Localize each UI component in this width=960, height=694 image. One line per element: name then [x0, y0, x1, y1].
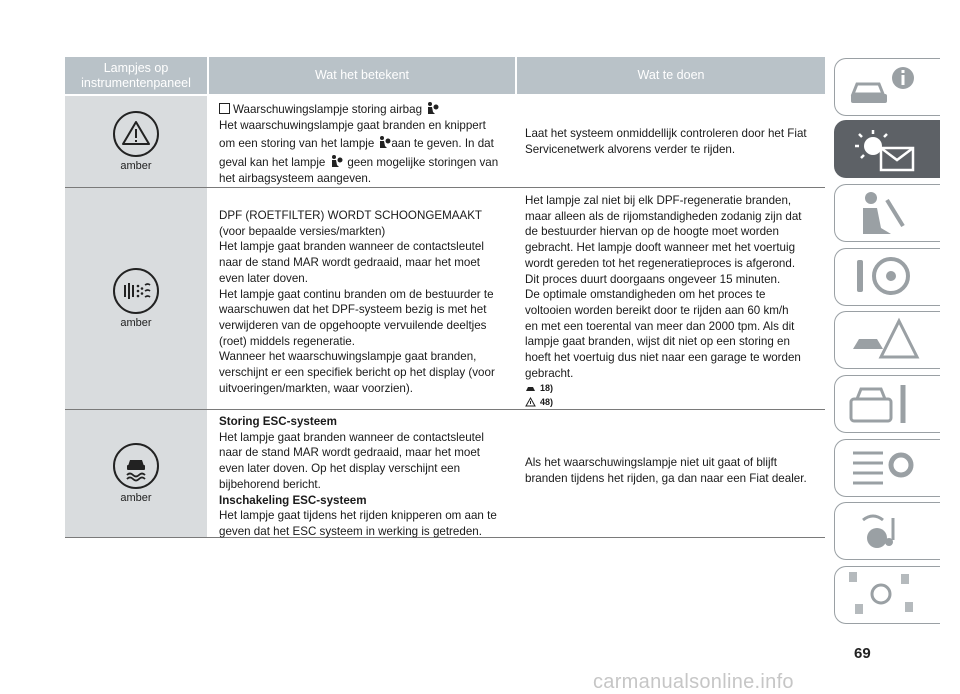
alphabetical-index-icon	[843, 568, 923, 622]
multimedia-icon	[843, 504, 923, 558]
reference-note	[525, 381, 825, 395]
action-line: Als het waarschuwingslampje niet uit gaat of blijft	[525, 456, 777, 469]
meaning-line-part: aan te geven. In dat	[391, 137, 494, 151]
section-title: Storing ESC-systeem	[219, 415, 337, 428]
chapter-tab-car-info[interactable]	[834, 58, 940, 116]
action-line: wordt gereden tot het regeneratieproces is afgerond.	[525, 256, 796, 270]
meaning-line	[219, 154, 515, 171]
meaning-line-part: geval kan het lampje	[219, 156, 326, 170]
airbag-person-icon	[329, 154, 343, 168]
meaning-line: naar de stand MAR wordt gedraaid, maar het moet	[219, 446, 480, 460]
action-line: gebracht.	[525, 366, 574, 380]
warning-reference-icon	[525, 397, 536, 407]
icon-cell	[65, 96, 207, 187]
meaning-line: verwijderen van de opgehoopte vervuilende deeltjes	[219, 318, 487, 332]
action-line: de bestuurder hiervan op de hoogte moet worden	[525, 225, 779, 239]
action-line: en met een toerental van meer dan 2000 tpm. Als dit	[525, 319, 795, 333]
header-lampjes	[65, 57, 207, 94]
reference-number: 48)	[540, 396, 554, 407]
esc-skid-car-icon	[113, 443, 159, 489]
action-line: hoeft het voertuig dus niet naar een garage te worden	[525, 351, 801, 365]
action-line: gebracht. Het lampje dooft wanneer met het voertuig	[525, 241, 796, 255]
table-row-esc	[65, 410, 825, 538]
car-info-icon	[843, 60, 923, 114]
chapter-tab-technical-data[interactable]	[834, 439, 940, 497]
action-line: De optimale omstandigheden om het proces te	[525, 288, 766, 302]
header-doen	[517, 57, 825, 94]
page-number: 69	[854, 645, 871, 662]
meaning-line: geven dat het ESC systeem in werking is getreden.	[219, 524, 482, 538]
action-line: maar alleen als de rijomstandigheden zodanig zijn dat	[525, 209, 802, 223]
header-col1-label: Lampjes op instrumentenpaneel	[81, 60, 191, 90]
meaning-line: bijbehorend bericht.	[219, 477, 321, 491]
action-line: branden tijdens het rijden, ga dan naar een Fiat dealer.	[525, 471, 807, 485]
lamp-color-caption: amber	[120, 492, 152, 504]
road-warning-icon	[843, 313, 923, 367]
meaning-title-line	[219, 101, 515, 118]
airbag-person-icon	[377, 135, 391, 149]
warning-light-message-icon	[843, 122, 923, 176]
meaning-text	[219, 208, 515, 396]
meaning-line-part: geen mogelijke storingen van	[347, 156, 499, 170]
meaning-line: Het lampje gaat branden wanneer de contactsleutel	[219, 240, 484, 254]
header-col2-label: Wat het betekent	[314, 68, 410, 82]
action-line: Servicenetwerk alvorens verder te rijden.	[525, 142, 736, 156]
action-line: Het lampje zal niet bij elk DPF-regeneratie branden,	[525, 194, 792, 207]
meaning-line: Wanneer het waarschuwingslampje gaat branden,	[219, 350, 477, 364]
meaning-line: uitvoeringen/markten, waar voorzien).	[219, 381, 413, 395]
specs-gear-icon	[843, 441, 923, 495]
airbag-person-icon	[425, 101, 439, 115]
chapter-tab-maintenance[interactable]	[834, 375, 940, 433]
meaning-line: Het lampje gaat continu branden om de bestuurder te	[219, 287, 494, 301]
meaning-line: even later doven. Op het display verschijnt een	[219, 462, 461, 476]
action-line: lampje gaat branden, wijst dit niet op een storing en	[525, 335, 790, 349]
meaning-line: verschijnt er een specifiek bericht op het display (voor	[219, 366, 495, 380]
chapter-tab-starting-driving[interactable]	[834, 248, 940, 306]
meaning-text	[219, 414, 515, 540]
meaning-line: Het lampje gaat tijdens het rijden knipperen om aan te	[219, 509, 497, 523]
meaning-line: (roet) middels regeneratie.	[219, 334, 355, 348]
meaning-text	[219, 101, 515, 187]
meaning-line: het airbagsysteem aangeven.	[219, 171, 372, 185]
chapter-tab-safety[interactable]	[834, 184, 940, 242]
meaning-line: (voor bepaalde versies/markten)	[219, 224, 386, 238]
meaning-line: waarschuwen dat het DPF-systeem bezig is met het	[219, 303, 487, 317]
action-line: Laat het systeem onmiddellijk controleren door het Fiat	[525, 127, 807, 140]
car-reference-icon	[525, 383, 536, 393]
meaning-line: Het lampje gaat branden wanneer de contactsleutel	[219, 430, 484, 444]
meaning-line	[219, 135, 515, 152]
steering-wheel-key-icon	[843, 250, 923, 304]
table-row-airbag	[65, 96, 825, 188]
header-col3-label: Wat te doen	[637, 68, 705, 82]
action-text	[525, 193, 825, 409]
meaning-line: DPF (ROETFILTER) WORDT SCHOONGEMAAKT	[219, 209, 483, 222]
table-row-dpf	[65, 188, 825, 410]
meaning-line: Het waarschuwingslampje gaat branden en knippert	[219, 118, 486, 132]
meaning-line-part: om een storing van het lampje	[219, 137, 375, 151]
car-service-wrench-icon	[843, 377, 923, 431]
meaning-line: naar de stand MAR wordt gedraaid, maar het moet	[219, 256, 480, 270]
dpf-filter-icon	[113, 268, 159, 314]
airbag-warning-triangle-icon	[113, 111, 159, 157]
reference-note	[525, 395, 825, 409]
lamp-color-caption: amber	[120, 317, 152, 329]
chapter-tab-index[interactable]	[834, 566, 940, 624]
meaning-line: even later doven.	[219, 271, 308, 285]
section-title: Inschakeling ESC-systeem	[219, 493, 367, 507]
chapter-tab-warning-lights[interactable]	[834, 120, 940, 178]
airbag-seat-icon	[843, 186, 923, 240]
header-betekent	[209, 57, 515, 94]
meaning-line: Waarschuwingslampje storing airbag	[233, 103, 423, 116]
icon-cell	[65, 410, 207, 537]
chapter-tab-emergency[interactable]	[834, 311, 940, 369]
checkbox-icon	[219, 103, 230, 114]
lamp-color-caption: amber	[120, 160, 152, 172]
reference-number: 18)	[540, 382, 554, 393]
action-line: Dit proces duurt doorgaans ongeveer 15 minuten.	[525, 272, 781, 286]
watermark: carmanualsonline.info	[593, 671, 794, 693]
action-text	[525, 455, 825, 486]
icon-cell	[65, 188, 207, 409]
action-line: voltooien worden bereikt door te rijden aan 60 km/h	[525, 303, 789, 317]
action-text	[525, 126, 825, 157]
chapter-tab-multimedia[interactable]	[834, 502, 940, 560]
